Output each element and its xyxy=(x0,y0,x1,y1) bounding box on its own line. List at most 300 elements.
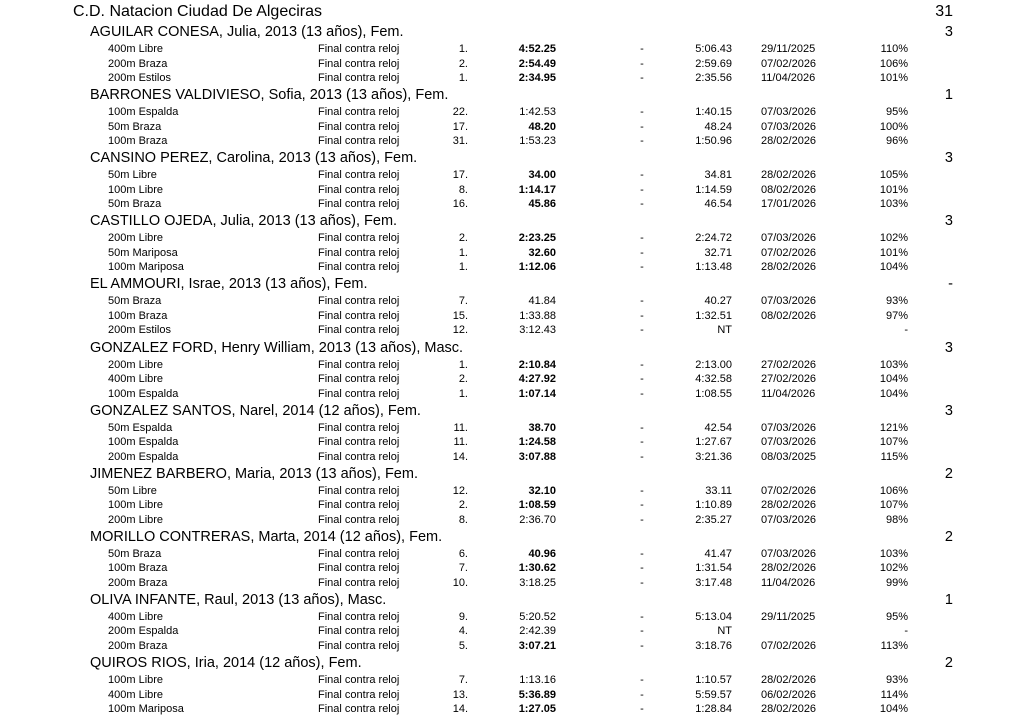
event-percent: 95% xyxy=(885,610,908,623)
event-best-date: 29/11/2025 xyxy=(761,610,816,623)
swimmer-block xyxy=(0,87,1024,150)
event-dash: - xyxy=(640,562,644,575)
event-dash: - xyxy=(640,450,644,463)
swimmer-birth: 2013 (13 años), xyxy=(264,24,367,40)
event-time: 40.96 xyxy=(528,547,556,560)
event-percent: 98% xyxy=(885,513,908,526)
event-place: 17. xyxy=(452,169,468,182)
swimmer-name: AGUILAR CONESA, Julia, xyxy=(90,24,261,40)
event-name: 50m Libre xyxy=(108,169,157,182)
event-best-time: 5:13.04 xyxy=(695,610,732,623)
event-dash: - xyxy=(640,625,644,638)
event-name: 100m Libre xyxy=(108,183,164,196)
event-row xyxy=(0,183,1024,198)
event-best-time: 1:13.48 xyxy=(695,261,732,274)
event-percent: 102% xyxy=(879,232,908,245)
swimmer-count: 3 xyxy=(944,339,953,356)
event-time: 1:33.88 xyxy=(519,309,556,322)
event-place: 14. xyxy=(452,703,468,715)
event-dash: - xyxy=(640,198,644,211)
swimmer-count: 2 xyxy=(944,655,953,671)
event-percent: 110% xyxy=(880,43,908,55)
event-best-time: 2:59.69 xyxy=(695,57,732,70)
swimmer-header xyxy=(90,87,448,104)
event-type: Final contra reloj xyxy=(318,232,400,245)
event-dash: - xyxy=(640,484,644,497)
swimmer-block xyxy=(0,529,1024,592)
event-place: 2. xyxy=(458,57,468,70)
event-best-date: 28/02/2026 xyxy=(761,169,817,182)
event-row xyxy=(0,42,1024,57)
event-row xyxy=(0,246,1024,261)
swimmer-gender: Masc. xyxy=(347,591,387,608)
event-dash: - xyxy=(640,421,644,434)
swimmer-birth: 2014 (12 años), xyxy=(222,655,325,671)
event-time: 4:27.92 xyxy=(518,373,556,385)
swimmer-header xyxy=(90,150,417,167)
event-percent: 95% xyxy=(885,106,908,119)
swimmer-count: 3 xyxy=(944,402,953,419)
event-best-date: 07/03/2026 xyxy=(761,421,817,434)
swimmer-block xyxy=(0,213,1024,276)
swimmer-name: MORILLO CONTRERAS, Marta, xyxy=(90,528,300,545)
event-best-date: 27/02/2026 xyxy=(761,358,817,371)
event-percent: 103% xyxy=(879,547,908,560)
event-type: Final contra reloj xyxy=(318,547,400,560)
event-dash: - xyxy=(640,639,644,652)
event-dash: - xyxy=(640,232,644,245)
event-dash: - xyxy=(640,246,644,259)
event-dash: - xyxy=(640,169,644,182)
event-best-date: 07/02/2026 xyxy=(761,57,817,70)
swimmer-name: GONZALEZ SANTOS, Narel, xyxy=(90,402,279,419)
swimmer-count: 1 xyxy=(944,87,953,104)
event-type: Final contra reloj xyxy=(318,513,400,526)
event-best-time: 46.54 xyxy=(704,198,732,211)
event-time: 38.70 xyxy=(528,421,556,434)
event-row xyxy=(0,358,1024,373)
swimmer-count: 2 xyxy=(944,528,953,545)
event-name: 50m Braza xyxy=(108,547,162,560)
event-name: 50m Braza xyxy=(108,120,162,133)
event-best-time: 32.71 xyxy=(704,246,732,259)
event-best-date: 27/02/2026 xyxy=(761,373,817,385)
event-name: 200m Libre xyxy=(108,513,164,526)
event-type: Final contra reloj xyxy=(318,421,400,434)
swimmer-header xyxy=(90,403,421,420)
event-best-date: 11/04/2026 xyxy=(761,387,816,400)
swimmer-name: EL AMMOURI, Israe, xyxy=(90,276,225,293)
swimmer-header xyxy=(90,24,404,41)
swimmer-header xyxy=(90,213,397,230)
event-place: 1. xyxy=(458,358,468,371)
event-row xyxy=(0,134,1024,149)
event-best-date: 07/03/2026 xyxy=(761,120,817,133)
event-dash: - xyxy=(640,373,644,385)
event-row xyxy=(0,197,1024,212)
event-percent: 115% xyxy=(880,450,908,463)
event-best-time: 3:18.76 xyxy=(695,639,732,652)
event-place: 31. xyxy=(452,135,468,148)
event-percent: 113% xyxy=(880,639,908,652)
swimmer-count: 2 xyxy=(944,465,953,482)
event-place: 12. xyxy=(452,484,468,497)
event-best-time: 1:08.55 xyxy=(695,387,732,400)
event-type: Final contra reloj xyxy=(318,688,400,701)
event-type: Final contra reloj xyxy=(318,703,400,715)
event-time: 1:08.59 xyxy=(518,499,556,512)
event-name: 400m Libre xyxy=(108,373,164,385)
event-row xyxy=(0,309,1024,324)
swimmer-block xyxy=(0,24,1024,87)
swimmer-count: 3 xyxy=(944,24,953,40)
event-time: 1:24.58 xyxy=(518,436,556,449)
event-time: 5:20.52 xyxy=(519,610,556,623)
event-name: 50m Braza xyxy=(108,295,162,308)
swimmer-name: QUIROS RIOS, Iria, xyxy=(90,655,219,671)
event-place: 1. xyxy=(458,246,468,259)
event-row xyxy=(0,576,1024,591)
event-best-time: 34.81 xyxy=(704,169,732,182)
event-name: 200m Braza xyxy=(108,576,168,589)
event-row xyxy=(0,71,1024,86)
event-percent: 99% xyxy=(885,576,908,589)
event-place: 7. xyxy=(458,295,468,308)
event-place: 7. xyxy=(458,674,468,686)
event-best-time: 42.54 xyxy=(704,421,732,434)
event-best-time: 2:13.00 xyxy=(695,358,732,371)
event-type: Final contra reloj xyxy=(318,246,400,259)
event-best-date: 08/03/2025 xyxy=(761,450,817,463)
event-dash: - xyxy=(640,576,644,589)
event-time: 3:07.21 xyxy=(518,639,556,652)
event-percent: 106% xyxy=(879,57,908,70)
event-name: 200m Estilos xyxy=(108,72,171,84)
event-place: 14. xyxy=(452,450,468,463)
event-name: 50m Espalda xyxy=(108,421,173,434)
event-best-time: NT xyxy=(717,324,732,337)
event-name: 200m Braza xyxy=(108,57,168,70)
event-type: Final contra reloj xyxy=(318,450,400,463)
event-place: 1. xyxy=(458,43,468,55)
event-row xyxy=(0,323,1024,338)
event-type: Final contra reloj xyxy=(318,106,400,119)
swimmer-block xyxy=(0,592,1024,655)
event-type: Final contra reloj xyxy=(318,72,400,84)
swimmer-gender: Fem. xyxy=(334,276,368,293)
event-row xyxy=(0,639,1024,654)
event-dash: - xyxy=(640,106,644,119)
event-percent: 101% xyxy=(879,183,908,196)
event-best-time: 1:32.51 xyxy=(695,309,732,322)
event-row xyxy=(0,421,1024,436)
event-best-time: 1:10.57 xyxy=(695,674,732,686)
event-type: Final contra reloj xyxy=(318,674,400,686)
swimmer-name: JIMENEZ BARBERO, Maria, xyxy=(90,465,276,482)
event-percent: 101% xyxy=(879,246,908,259)
event-time: 1:27.05 xyxy=(518,703,556,715)
event-dash: - xyxy=(640,43,644,55)
event-percent: 107% xyxy=(879,436,908,449)
swimmer-birth: 2014 (12 años), xyxy=(282,402,384,419)
event-row xyxy=(0,450,1024,465)
event-dash: - xyxy=(640,610,644,623)
event-place: 13. xyxy=(452,688,468,701)
swimmer-gender: Fem. xyxy=(409,528,443,545)
swimmer-name: CASTILLO OJEDA, Julia, xyxy=(90,213,255,230)
event-place: 1. xyxy=(458,261,468,274)
event-percent: - xyxy=(904,625,908,638)
event-time: 1:42.53 xyxy=(519,106,556,119)
event-place: 4. xyxy=(458,625,468,638)
event-time: 32.60 xyxy=(528,246,556,259)
event-dash: - xyxy=(640,183,644,196)
event-dash: - xyxy=(640,135,644,148)
swimmer-header xyxy=(90,276,368,293)
swimmer-birth: 2013 (13 años), xyxy=(318,339,421,356)
event-time: 1:13.16 xyxy=(519,674,556,686)
event-percent: 104% xyxy=(879,387,908,400)
event-best-time: 1:14.59 xyxy=(695,183,732,196)
event-dash: - xyxy=(640,674,644,686)
swimmer-birth: 2013 (13 años), xyxy=(242,591,344,608)
event-row xyxy=(0,120,1024,135)
event-type: Final contra reloj xyxy=(318,261,400,274)
event-place: 1. xyxy=(458,387,468,400)
event-dash: - xyxy=(640,703,644,715)
event-name: 100m Libre xyxy=(108,499,164,512)
event-type: Final contra reloj xyxy=(318,120,400,133)
event-place: 11. xyxy=(453,421,468,434)
event-percent: 106% xyxy=(879,484,908,497)
event-place: 7. xyxy=(458,562,468,575)
event-name: 100m Mariposa xyxy=(108,261,184,274)
swimmer-count: - xyxy=(948,276,953,293)
event-place: 15. xyxy=(452,309,468,322)
event-best-date: 17/01/2026 xyxy=(761,198,817,211)
event-time: 3:12.43 xyxy=(519,324,556,337)
event-best-time: 41.47 xyxy=(704,547,732,560)
event-row xyxy=(0,387,1024,402)
event-type: Final contra reloj xyxy=(318,436,400,449)
event-type: Final contra reloj xyxy=(318,625,400,638)
event-best-time: 1:28.84 xyxy=(695,703,732,715)
event-row xyxy=(0,260,1024,275)
event-time: 2:42.39 xyxy=(519,625,556,638)
event-time: 1:30.62 xyxy=(518,562,556,575)
event-row xyxy=(0,624,1024,639)
event-name: 100m Espalda xyxy=(108,387,179,400)
event-percent: 107% xyxy=(879,499,908,512)
event-dash: - xyxy=(640,358,644,371)
event-place: 11. xyxy=(453,436,468,449)
swimmer-header xyxy=(90,340,463,357)
event-best-date: 28/02/2026 xyxy=(761,135,817,148)
event-dash: - xyxy=(640,547,644,560)
event-row xyxy=(0,294,1024,309)
event-name: 50m Libre xyxy=(108,484,157,497)
event-name: 400m Libre xyxy=(108,688,164,701)
swimmer-header xyxy=(90,655,362,672)
event-time: 1:12.06 xyxy=(518,261,556,274)
event-percent: 96% xyxy=(885,135,908,148)
event-row xyxy=(0,673,1024,688)
swimmer-block xyxy=(0,340,1024,403)
swimmer-birth: 2013 (13 años), xyxy=(279,465,381,482)
event-best-date: 28/02/2026 xyxy=(761,261,817,274)
event-name: 100m Braza xyxy=(108,309,168,322)
swimmer-birth: 2013 (13 años), xyxy=(258,213,360,230)
event-name: 100m Espalda xyxy=(108,106,179,119)
swimmer-gender: Fem. xyxy=(328,655,362,671)
event-place: 22. xyxy=(452,106,468,119)
event-dash: - xyxy=(640,499,644,512)
event-best-date: 07/02/2026 xyxy=(761,639,817,652)
event-best-date: 07/03/2026 xyxy=(761,436,817,449)
event-row xyxy=(0,610,1024,625)
event-best-date: 07/03/2026 xyxy=(761,232,817,245)
event-best-date: 07/02/2026 xyxy=(761,246,817,259)
event-time: 2:34.95 xyxy=(518,72,556,84)
event-time: 1:07.14 xyxy=(518,387,556,400)
swimmer-gender: Fem. xyxy=(415,87,449,104)
event-row xyxy=(0,168,1024,183)
event-percent: 114% xyxy=(880,688,908,701)
swimmer-header xyxy=(90,466,418,483)
event-best-date: 07/03/2026 xyxy=(761,547,817,560)
swimmer-block xyxy=(0,150,1024,213)
swimmer-count: 1 xyxy=(944,591,953,608)
event-type: Final contra reloj xyxy=(318,358,400,371)
event-best-date: 07/03/2026 xyxy=(761,106,817,119)
event-place: 16. xyxy=(452,198,468,211)
event-time: 5:36.89 xyxy=(518,688,556,701)
event-percent: 102% xyxy=(879,562,908,575)
event-name: 400m Libre xyxy=(108,610,164,623)
event-row xyxy=(0,513,1024,528)
event-dash: - xyxy=(640,57,644,70)
event-type: Final contra reloj xyxy=(318,639,400,652)
event-name: 200m Espalda xyxy=(108,450,179,463)
event-place: 2. xyxy=(458,373,468,385)
event-row xyxy=(0,231,1024,246)
swimmer-gender: Masc. xyxy=(424,339,464,356)
event-dash: - xyxy=(640,324,644,337)
swimmer-name: GONZALEZ FORD, Henry William, xyxy=(90,339,315,356)
event-type: Final contra reloj xyxy=(318,387,400,400)
event-best-time: 3:17.48 xyxy=(695,576,732,589)
event-best-time: NT xyxy=(717,625,732,638)
event-type: Final contra reloj xyxy=(318,43,400,55)
event-row xyxy=(0,484,1024,499)
swimmer-name: CANSINO PEREZ, Carolina, xyxy=(90,150,275,167)
swimmer-header xyxy=(90,592,386,609)
event-best-date: 07/02/2026 xyxy=(761,484,817,497)
event-best-date: 11/04/2026 xyxy=(761,576,816,589)
event-percent: 104% xyxy=(879,703,908,715)
event-row xyxy=(0,498,1024,513)
event-best-date: 07/03/2026 xyxy=(761,513,817,526)
event-place: 2. xyxy=(458,499,468,512)
event-type: Final contra reloj xyxy=(318,484,400,497)
event-time: 2:36.70 xyxy=(519,513,556,526)
event-best-date: 07/03/2026 xyxy=(761,295,817,308)
event-row xyxy=(0,105,1024,120)
event-percent: 121% xyxy=(879,421,908,434)
event-best-time: 33.11 xyxy=(705,484,732,497)
swimmer-gender: Fem. xyxy=(384,465,418,482)
swimmer-name: BARRONES VALDIVIESO, Sofia, xyxy=(90,87,306,104)
event-row xyxy=(0,547,1024,562)
event-place: 10. xyxy=(452,576,468,589)
club-header xyxy=(0,2,1024,22)
swimmer-block xyxy=(0,466,1024,529)
event-row xyxy=(0,372,1024,387)
event-type: Final contra reloj xyxy=(318,373,400,385)
event-best-date: 29/11/2025 xyxy=(761,43,816,55)
event-dash: - xyxy=(640,309,644,322)
event-best-time: 1:50.96 xyxy=(695,135,732,148)
event-percent: 97% xyxy=(885,309,908,322)
event-row xyxy=(0,57,1024,72)
event-best-time: 5:06.43 xyxy=(695,43,732,55)
event-best-time: 4:32.58 xyxy=(695,373,732,385)
event-name: 200m Espalda xyxy=(108,625,179,638)
event-best-date: 06/02/2026 xyxy=(761,688,817,701)
event-dash: - xyxy=(640,120,644,133)
event-best-time: 1:31.54 xyxy=(695,562,732,575)
event-place: 5. xyxy=(458,639,468,652)
event-place: 17. xyxy=(452,120,468,133)
event-time: 1:14.17 xyxy=(518,183,556,196)
event-type: Final contra reloj xyxy=(318,198,400,211)
event-dash: - xyxy=(640,387,644,400)
event-dash: - xyxy=(640,436,644,449)
event-dash: - xyxy=(640,513,644,526)
event-percent: 103% xyxy=(879,198,908,211)
event-place: 6. xyxy=(458,547,468,560)
event-type: Final contra reloj xyxy=(318,309,400,322)
event-name: 50m Mariposa xyxy=(108,246,178,259)
swimmer-block xyxy=(0,403,1024,466)
event-time: 2:23.25 xyxy=(518,232,556,245)
swimmer-name: OLIVA INFANTE, Raul, xyxy=(90,591,239,608)
event-type: Final contra reloj xyxy=(318,57,400,70)
club-name: C.D. Natacion Ciudad De Algeciras xyxy=(73,3,323,20)
event-place: 8. xyxy=(458,513,468,526)
event-time: 34.00 xyxy=(528,169,556,182)
event-type: Final contra reloj xyxy=(318,576,400,589)
event-name: 100m Libre xyxy=(108,674,164,686)
event-percent: 100% xyxy=(879,120,908,133)
swimmer-birth: 2013 (13 años), xyxy=(309,87,412,104)
event-best-date: 28/02/2026 xyxy=(761,674,817,686)
event-percent: 103% xyxy=(879,358,908,371)
event-best-date: 08/02/2026 xyxy=(761,309,817,322)
event-place: 9. xyxy=(458,610,468,623)
event-time: 4:52.25 xyxy=(518,43,556,55)
event-name: 200m Estilos xyxy=(108,324,171,337)
event-row xyxy=(0,702,1024,717)
event-best-time: 1:10.89 xyxy=(695,499,732,512)
swimmer-gender: Fem. xyxy=(387,402,421,419)
event-time: 48.20 xyxy=(528,120,556,133)
event-time: 41.84 xyxy=(528,295,556,308)
event-row xyxy=(0,688,1024,703)
swimmer-birth: 2014 (12 años), xyxy=(303,528,406,545)
event-best-time: 5:59.57 xyxy=(695,688,732,701)
swimmer-header xyxy=(90,529,442,546)
